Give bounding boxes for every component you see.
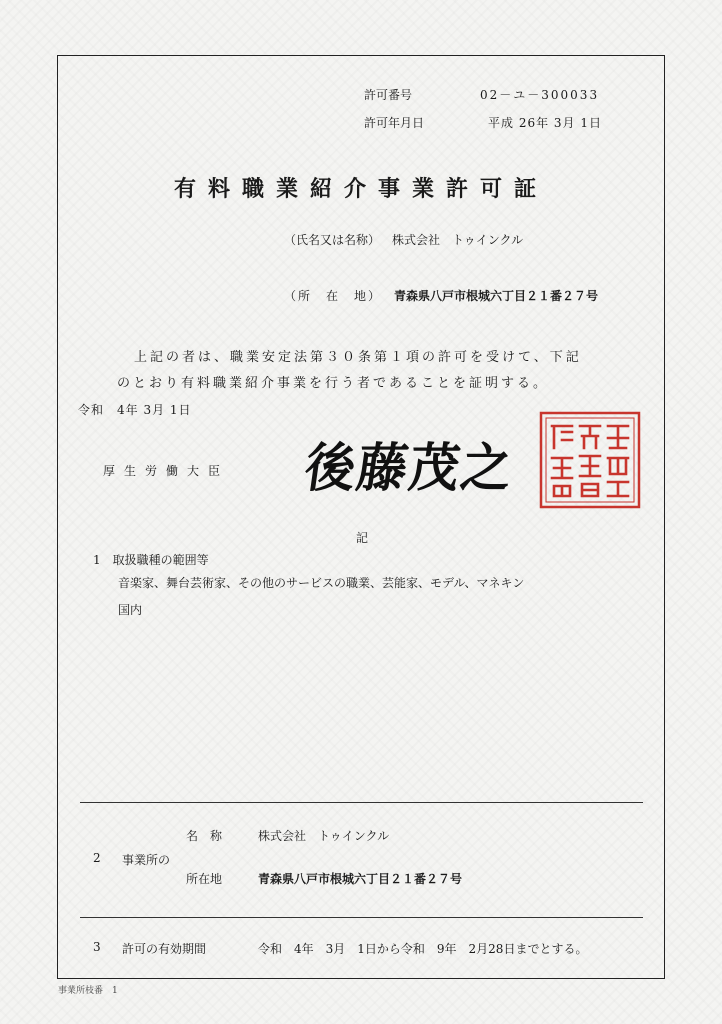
holder-address-label: （所 在 地）	[284, 289, 383, 303]
divider-top	[80, 802, 643, 803]
section-1-occupations: 音楽家、舞台芸術家、その他のサービスの職業、芸能家、モデル、マネキン	[118, 576, 525, 590]
ki-marker: 記	[356, 531, 369, 545]
official-seal	[538, 410, 642, 510]
permit-number-label: 許可番号	[364, 88, 413, 102]
divider-bottom	[80, 917, 643, 918]
section-2-number: 2	[93, 851, 101, 865]
holder-name-label: （氏名又は名称）	[284, 233, 381, 247]
section-3-number: 3	[93, 940, 101, 954]
minister-signature: 後藤茂之	[301, 436, 518, 499]
branch-number: 事業所枝番 1	[58, 986, 118, 996]
minister-title: 厚生労働大臣	[103, 464, 230, 478]
section-3-label: 許可の有効期間	[122, 942, 207, 956]
holder-name-value: 株式会社 トゥインクル	[392, 233, 524, 247]
issue-date: 令和 4年 3月 1日	[78, 403, 192, 417]
certification-line-2: のとおり有料職業紹介事業を行う者であることを証明する。	[117, 376, 550, 391]
permit-date-label: 許可年月日	[364, 116, 425, 130]
section-2-name-value: 株式会社 トゥインクル	[258, 829, 390, 843]
section-1-heading: 1 取扱職種の範囲等	[93, 553, 209, 567]
section-2-heading: 事業所の	[122, 853, 171, 867]
section-2-name-label: 名 称	[186, 829, 223, 843]
section-3-value: 令和 4年 3月 1日から令和 9年 2月28日までとする。	[258, 942, 588, 956]
holder-address-value: 青森県八戸市根城六丁目２１番２７号	[394, 289, 599, 303]
section-2-address-value: 青森県八戸市根城六丁目２１番２７号	[258, 872, 463, 886]
certificate-title: 有料職業紹介事業許可証	[173, 176, 548, 202]
section-2-address-label: 所在地	[186, 872, 223, 886]
section-1-area: 国内	[118, 603, 143, 617]
permit-date-value: 平成 26年 3月 1日	[488, 116, 602, 130]
certification-line-1: 上記の者は、職業安定法第３０条第１項の許可を受けて、下記	[134, 350, 582, 365]
permit-number-value: 02－ユ－300033	[480, 88, 600, 102]
